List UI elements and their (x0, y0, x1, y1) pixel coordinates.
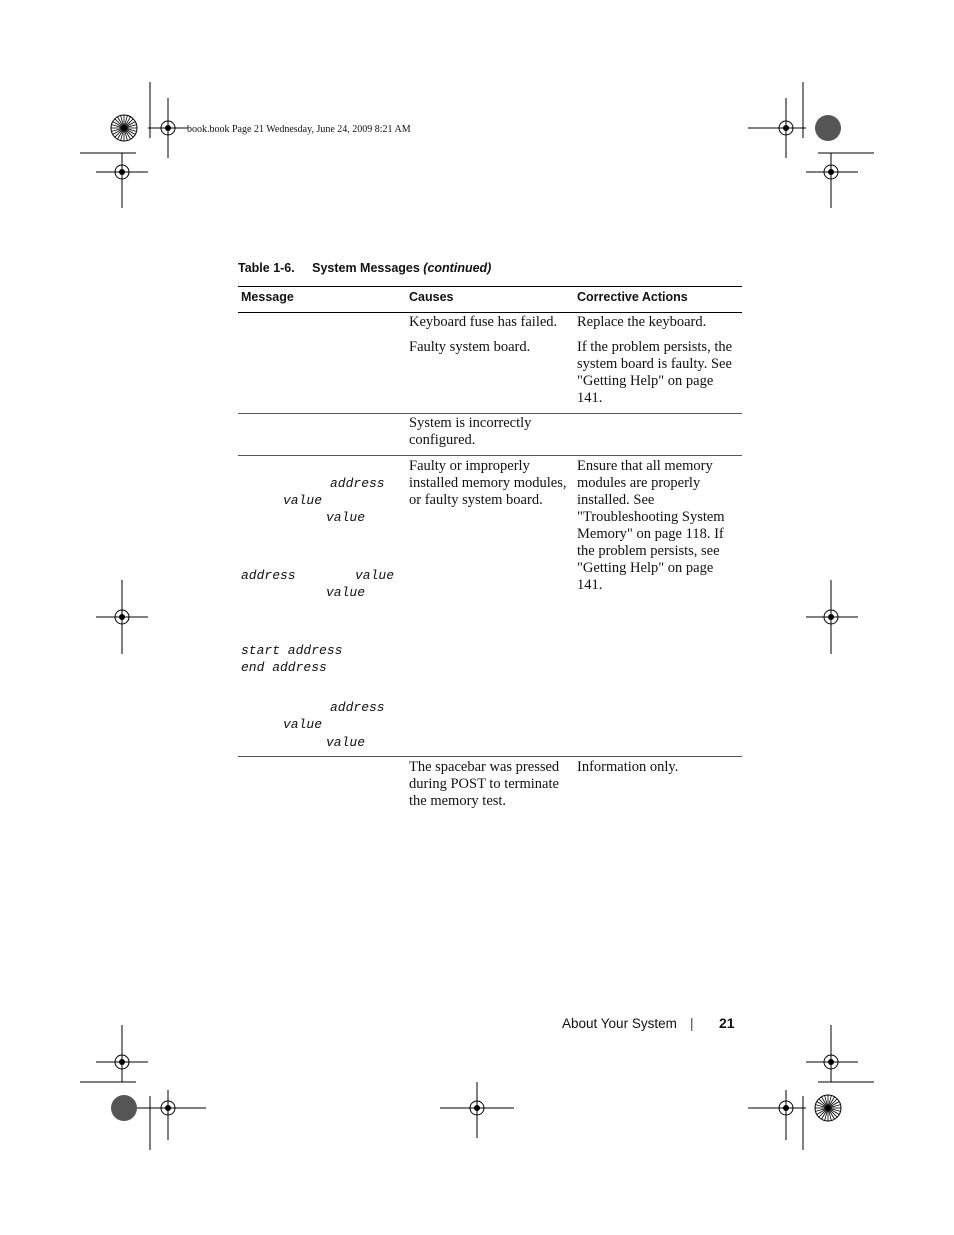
page-number: 21 (719, 1015, 735, 1031)
msg-fragment: start address (241, 643, 343, 658)
msg-fragment: value (283, 493, 323, 508)
header-message: Message (241, 290, 294, 304)
row2-divider (238, 455, 742, 456)
msg-fragment: value (326, 735, 366, 750)
row1-action-1: Replace the keyboard. (577, 314, 707, 330)
row3-cause-1: Faulty or improperly installed memory modules, or faulty system board. (409, 458, 567, 508)
row1-cause-1: Keyboard fuse has failed. (409, 314, 558, 330)
footer-separator: | (690, 1016, 694, 1031)
table-continued: (continued) (423, 261, 492, 275)
table-top-rule (238, 286, 742, 287)
msg-fragment: address (330, 700, 385, 715)
header-actions: Corrective Actions (577, 290, 688, 304)
msg-fragment: value (326, 585, 366, 600)
footer-section: About Your System (562, 1016, 677, 1031)
row1-divider (238, 413, 742, 414)
running-header: book.book Page 21 Wednesday, June 24, 2009 8:21 AM (187, 124, 411, 135)
msg-fragment: value (283, 717, 323, 732)
row4-cause-1: The spacebar was pressed during POST to terminate the memory test. (409, 759, 560, 809)
row3-action-1: Ensure that all memory modules are properly installed. See "Troubleshooting System Memory" on page 118. If the problem persists, see "Getting Help" on page 141. (577, 458, 725, 593)
msg-fragment: value (326, 510, 366, 525)
table-caption (238, 261, 491, 275)
table-label: Table 1-6. (238, 261, 295, 275)
row3-divider (238, 756, 742, 757)
table-title: System Messages (312, 261, 420, 275)
row2-cause-1: System is incorrectly configured. (409, 415, 532, 448)
row1-cause-2: Faulty system board. (409, 339, 531, 355)
msg-fragment: address (241, 568, 296, 583)
header-bottom-rule (238, 312, 742, 313)
msg-fragment: value (355, 568, 395, 583)
row1-action-2: If the problem persists, the system board is faulty. See "Getting Help" on page 141. (577, 339, 733, 406)
header-causes: Causes (409, 290, 454, 304)
msg-fragment: end address (241, 660, 327, 675)
msg-fragment: address (330, 476, 385, 491)
row4-action-1: Information only. (577, 759, 679, 775)
